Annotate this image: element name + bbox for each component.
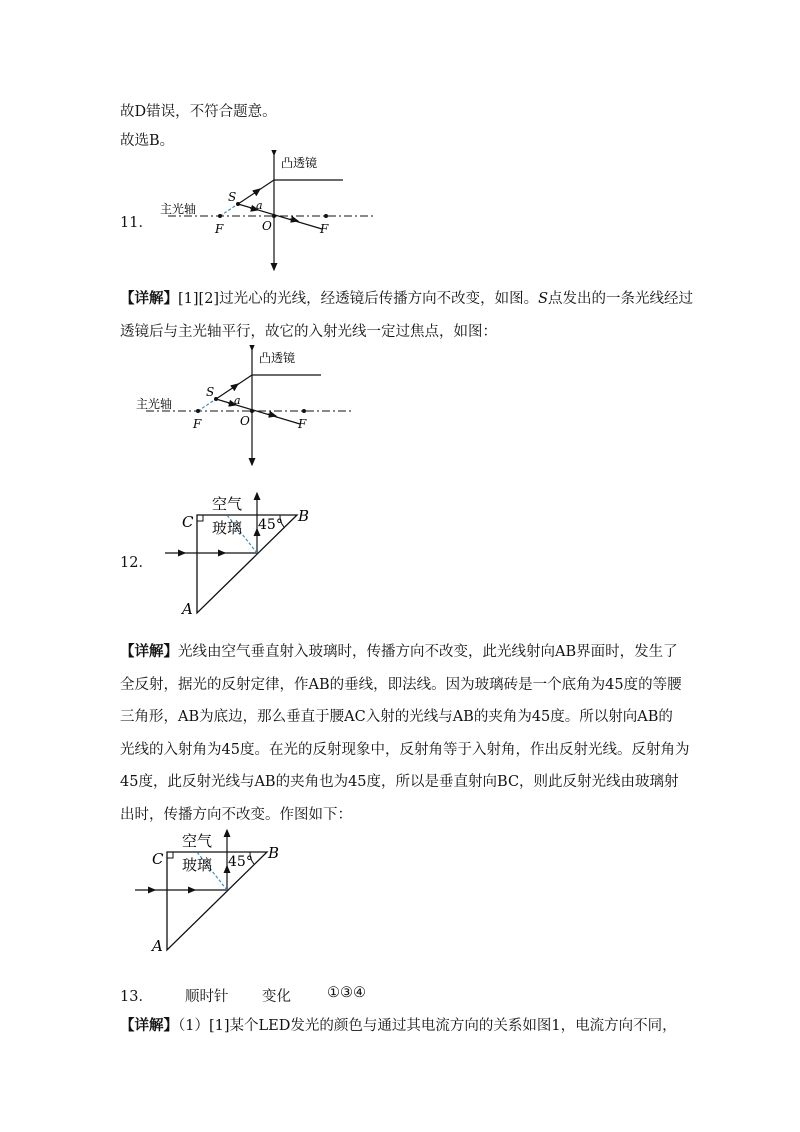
angle-label: 45° <box>258 517 283 533</box>
question-number: 13． <box>120 989 153 1005</box>
lens-label: 凸透镜 <box>281 156 318 170</box>
point-o-label: O <box>240 414 250 428</box>
detail-label: 【详解】 <box>120 290 178 307</box>
answer-3: ①③④ <box>327 985 366 1001</box>
detail-label: 【详解】 <box>120 643 178 660</box>
focus-left-label: F <box>215 222 224 236</box>
vertex-a-label: A <box>152 937 163 955</box>
vertex-c-label: C <box>152 850 164 868</box>
point-a-label: a <box>256 199 263 212</box>
axis-label: 主光轴 <box>136 397 173 411</box>
glass-label: 玻璃 <box>182 856 213 874</box>
glass-label: 玻璃 <box>212 519 243 537</box>
focus-right-label: F <box>298 417 307 431</box>
lens-label: 凸透镜 <box>259 351 296 365</box>
angle-label: 45° <box>228 854 253 870</box>
point-a-label: a <box>234 394 241 407</box>
axis-label: 主光轴 <box>160 202 197 216</box>
answer-2: 变化 <box>262 989 291 1005</box>
point-s-label: S <box>206 385 215 399</box>
air-label: 空气 <box>212 495 243 513</box>
vertex-b-label: B <box>298 507 310 525</box>
prism-diagram <box>130 822 295 957</box>
question-number: 11． <box>120 215 153 231</box>
focus-left-label: F <box>193 417 202 431</box>
lens-diagram <box>150 150 380 275</box>
prism-diagram <box>160 485 325 620</box>
text-line: 故D错误，不符合题意。 <box>120 104 277 120</box>
detail-paragraph: 【详解】光线由空气垂直射入玻璃时，传播方向不改变，此光线射向AB界面时，发生了 全反射，据光的反射定律，作AB的垂线，即法线。因为玻璃砖是一个底角为45度的等腰 三角形，AB为底边，那么垂直于腰AC入射的光线与AB的夹角为45度。所以射向AB的 光线的入射角为45度。在光的反射现象中，反射角等于入射角，作出反射光线。反射角为 45度，此反射光线与AB的夹角也为45度，所以是垂直射向BC，则此反射光线由玻璃射 出时，传播方向不改变。作图如下： <box>120 643 690 823</box>
text-line: 故选B。 <box>120 133 175 149</box>
vertex-a-label: A <box>182 600 193 618</box>
detail-label: 【详解】 <box>120 1017 178 1034</box>
focus-right-label: F <box>320 222 329 236</box>
point-o-label: O <box>262 219 272 233</box>
vertex-b-label: B <box>268 844 280 862</box>
detail-paragraph: 【详解】[1][2]过光心的光线，经透镜后传播方向不改变，如图。S点发出的一条光线经过 透镜后与主光轴平行，故它的入射光线一定过焦点，如图： <box>120 290 694 340</box>
vertex-c-label: C <box>182 513 194 531</box>
question-number: 12． <box>120 555 153 571</box>
air-label: 空气 <box>182 832 213 850</box>
answer-1: 顺时针 <box>185 989 229 1005</box>
detail-paragraph: 【详解】（1）[1]某个LED发光的颜色与通过其电流方向的关系如图1，电流方向不同， <box>120 1017 677 1034</box>
lens-diagram <box>128 345 358 470</box>
point-s-label: S <box>228 190 237 204</box>
